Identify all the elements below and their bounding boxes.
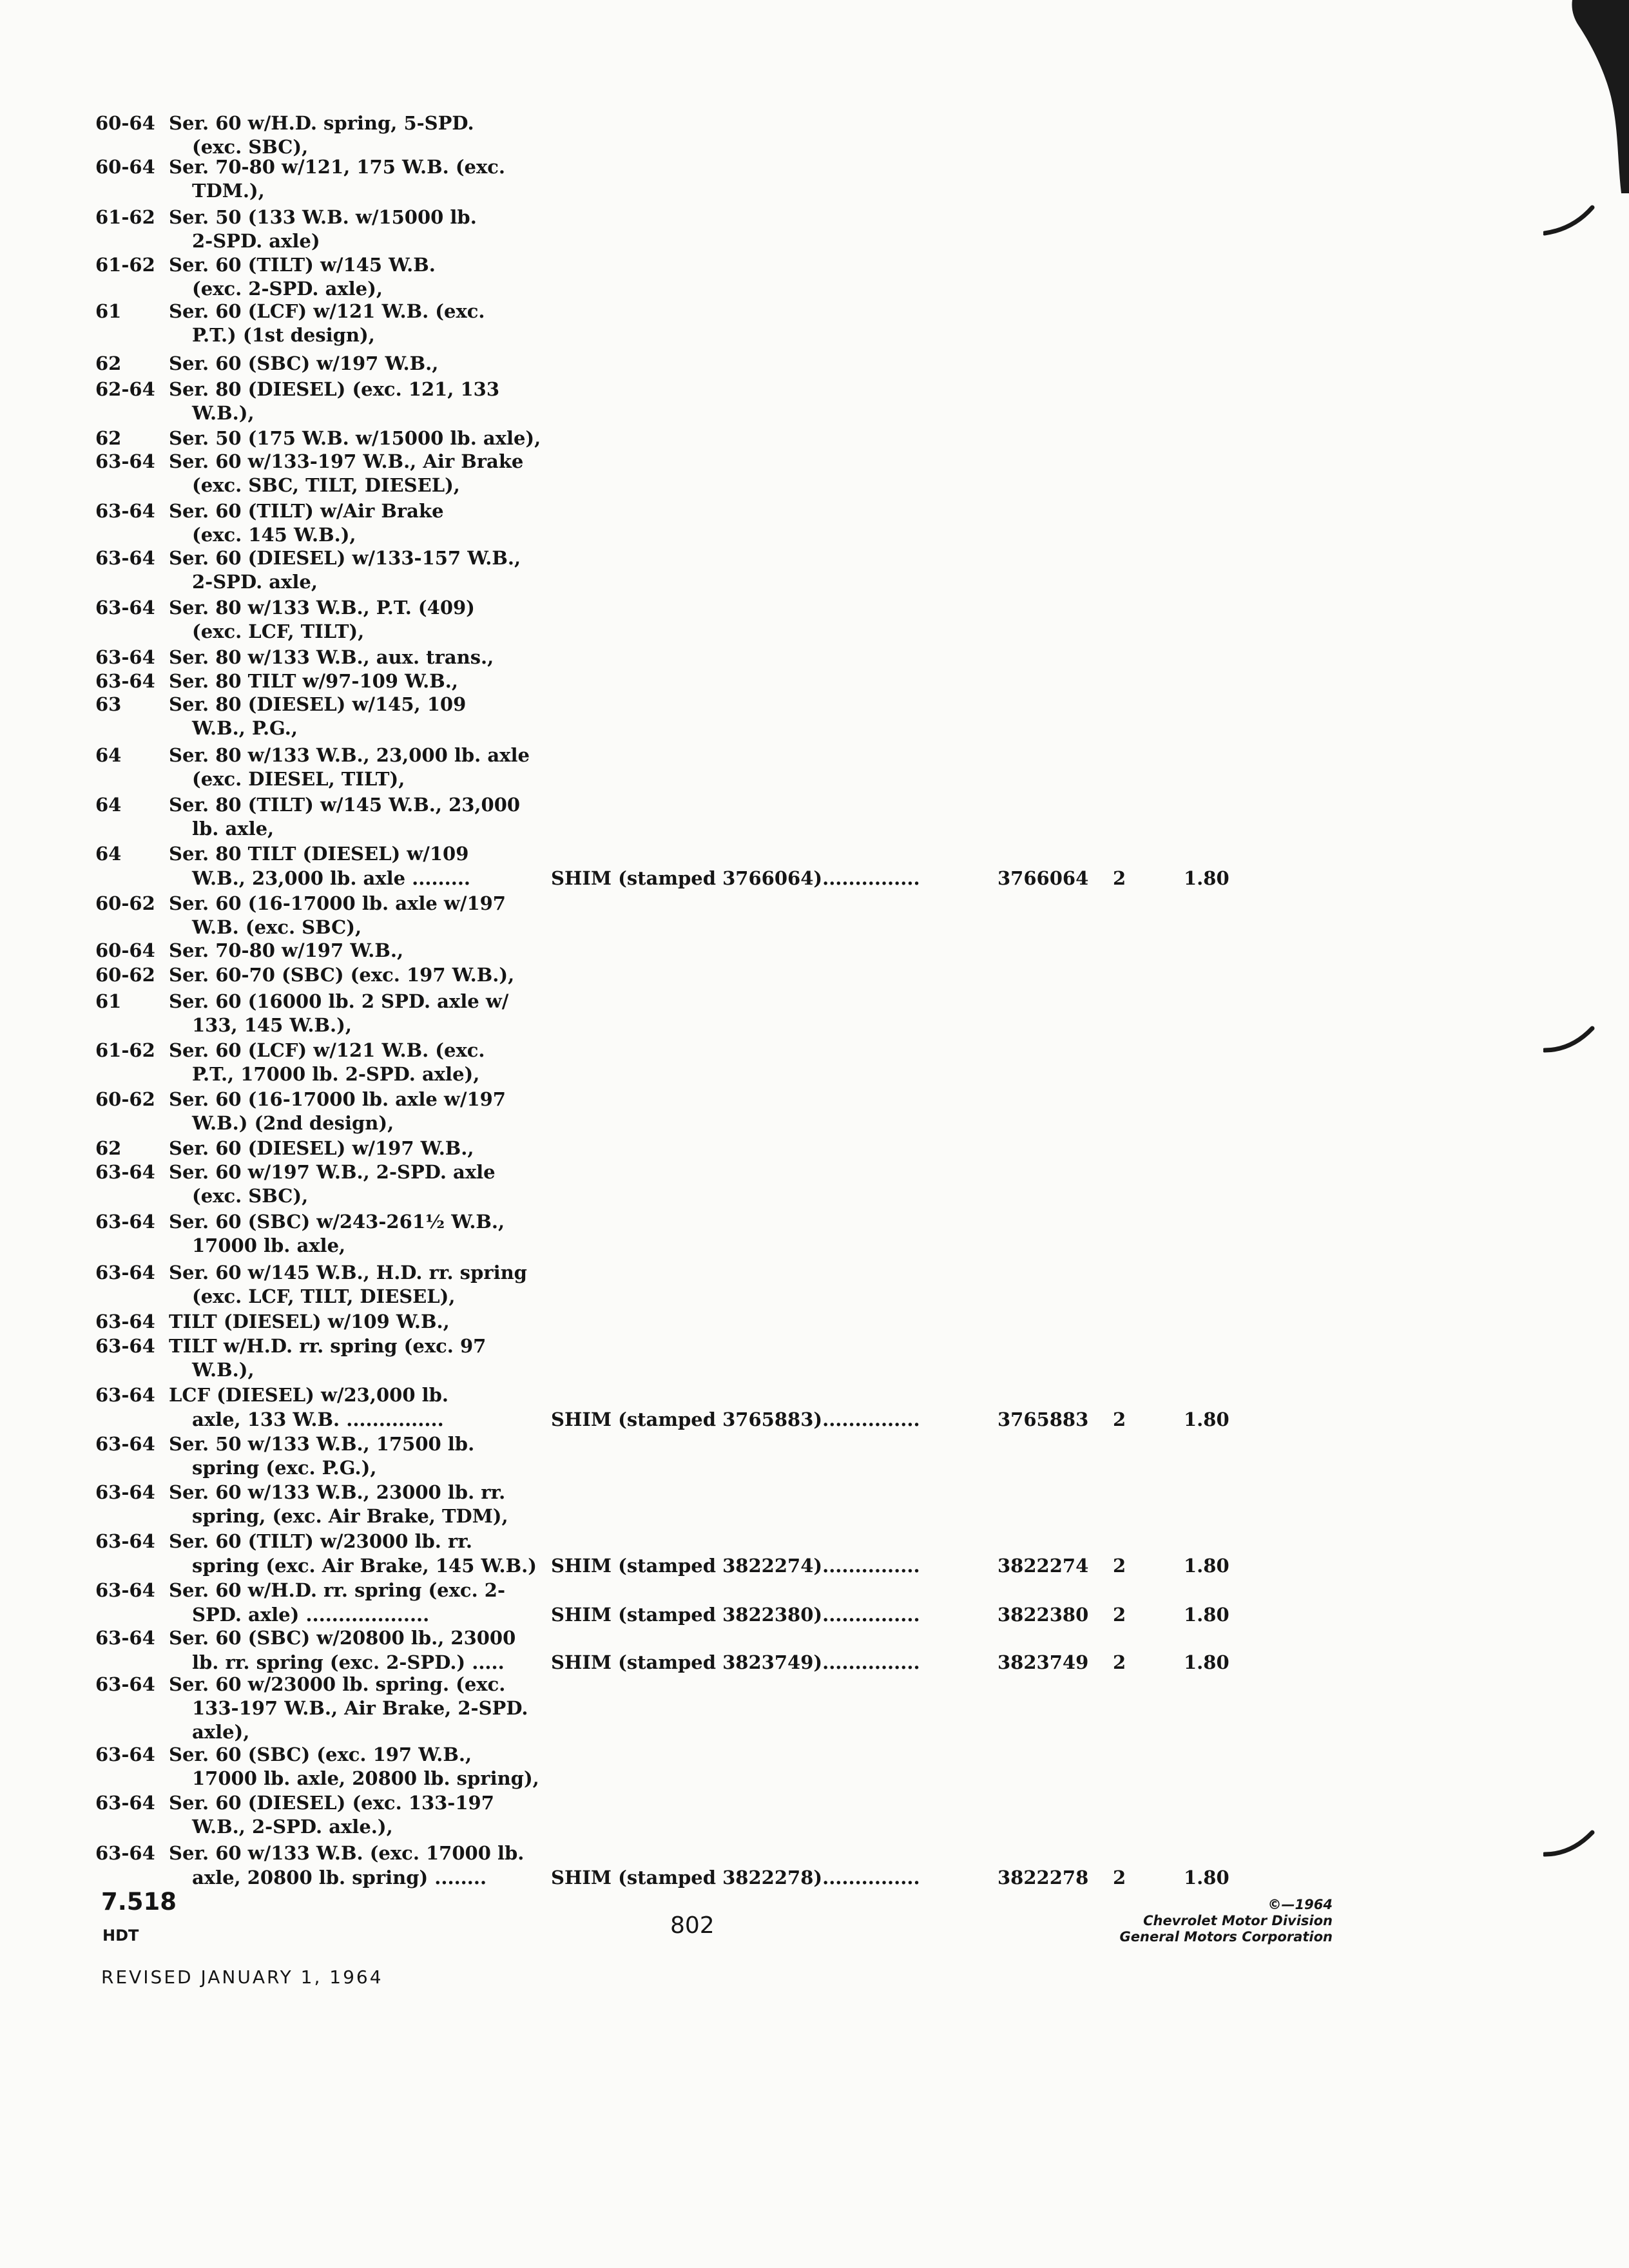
- description-line: Ser. 60 w/133 W.B. (exc. 17000 lb.: [169, 1842, 525, 1864]
- year-range: 62: [95, 352, 122, 374]
- year-range: 62-64: [95, 378, 155, 400]
- description-line: Ser. 80 TILT (DIESEL) w/109: [169, 843, 469, 865]
- description-line: SPD. axle) ...................: [192, 1604, 430, 1626]
- year-range: 63-64: [95, 450, 155, 472]
- year-range: 60-64: [95, 112, 155, 134]
- description-line: Ser. 80 (DIESEL) w/145, 109: [169, 693, 467, 715]
- year-range: 64: [95, 794, 122, 816]
- year-range: 63-64: [95, 1673, 155, 1695]
- quantity: 2: [1113, 1604, 1126, 1626]
- year-range: 63-64: [95, 1211, 155, 1233]
- description-line: Ser. 80 (TILT) w/145 W.B., 23,000: [169, 794, 521, 816]
- section-number: 7.518: [101, 1888, 177, 1916]
- description-line: axle),: [192, 1721, 250, 1743]
- year-range: 63-64: [95, 1311, 155, 1332]
- description-line: 2-SPD. axle): [192, 230, 320, 252]
- description-line: Ser. 60 (DIESEL) (exc. 133-197: [169, 1792, 494, 1814]
- year-range: 63-64: [95, 1579, 155, 1601]
- description-line: Ser. 60 (SBC) (exc. 197 W.B.,: [169, 1744, 472, 1765]
- year-range: 63-64: [95, 1792, 155, 1814]
- price: 1.80: [1184, 1408, 1229, 1430]
- description-line: (exc. 145 W.B.),: [192, 524, 356, 546]
- year-range: 61-62: [95, 254, 155, 276]
- description-line: W.B.) (2nd design),: [192, 1112, 394, 1134]
- year-range: 63-64: [95, 1627, 155, 1649]
- part-description: SHIM (stamped 3766064)...............: [551, 867, 920, 889]
- scan-smudge-top-right: [1559, 0, 1629, 193]
- part-description: SHIM (stamped 3823749)...............: [551, 1651, 920, 1673]
- description-line: TDM.),: [192, 180, 265, 202]
- year-range: 63-64: [95, 646, 155, 668]
- part-description: SHIM (stamped 3822274)...............: [551, 1555, 920, 1577]
- description-line: Ser. 60 w/197 W.B., 2-SPD. axle: [169, 1161, 496, 1183]
- description-line: Ser. 50 (175 W.B. w/15000 lb. axle),: [169, 427, 541, 449]
- description-line: 133, 145 W.B.),: [192, 1014, 352, 1036]
- description-line: (exc. LCF, TILT, DIESEL),: [192, 1285, 456, 1307]
- year-range: 60-62: [95, 1088, 155, 1110]
- description-line: (exc. SBC),: [192, 1185, 309, 1207]
- copyright-notice: [1120, 1897, 1333, 1945]
- part-number: 3822380: [998, 1604, 1089, 1626]
- description-line: spring, (exc. Air Brake, TDM),: [192, 1505, 508, 1527]
- description-line: Ser. 50 (133 W.B. w/15000 lb.: [169, 206, 477, 228]
- description-line: (exc. 2-SPD. axle),: [192, 278, 383, 300]
- description-line: W.B., P.G.,: [192, 717, 298, 739]
- copyright-line: General Motors Corporation: [1119, 1929, 1333, 1945]
- year-range: 63-64: [95, 1842, 155, 1864]
- description-line: TILT w/H.D. rr. spring (exc. 97: [169, 1335, 487, 1357]
- description-line: (exc. DIESEL, TILT),: [192, 768, 405, 790]
- year-range: 63-64: [95, 1384, 155, 1406]
- quantity: 2: [1113, 1867, 1126, 1888]
- description-line: TILT (DIESEL) w/109 W.B.,: [169, 1311, 450, 1332]
- description-line: axle, 133 W.B. ...............: [192, 1408, 444, 1430]
- year-range: 63-64: [95, 1433, 155, 1455]
- list-item: [0, 1841, 1629, 1927]
- year-range: 60-64: [95, 939, 155, 961]
- copyright-line: Chevrolet Motor Division: [1143, 1913, 1333, 1928]
- year-range: 63-64: [95, 1161, 155, 1183]
- description-line: Ser. 60 (SBC) w/20800 lb., 23000: [169, 1627, 516, 1649]
- section-code: HDT: [102, 1927, 139, 1945]
- page-number: 802: [670, 1912, 715, 1939]
- quantity: 2: [1113, 1555, 1126, 1577]
- year-range: 63-64: [95, 1335, 155, 1357]
- description-line: Ser. 60 w/145 W.B., H.D. rr. spring: [169, 1262, 527, 1283]
- price: 1.80: [1184, 867, 1229, 889]
- description-line: Ser. 80 TILT w/97-109 W.B.,: [169, 670, 458, 692]
- quantity: 2: [1113, 867, 1126, 889]
- year-range: 64: [95, 843, 122, 865]
- description-line: W.B.),: [192, 402, 255, 424]
- description-line: W.B., 23,000 lb. axle .........: [192, 867, 471, 889]
- description-line: W.B.),: [192, 1359, 255, 1381]
- description-line: lb. axle,: [192, 818, 275, 840]
- scan-mark: [1543, 1024, 1595, 1057]
- year-range: 63: [95, 693, 122, 715]
- description-line: P.T.) (1st design),: [192, 324, 375, 346]
- part-number: 3766064: [998, 867, 1089, 889]
- description-line: Ser. 60 (DIESEL) w/133-157 W.B.,: [169, 547, 521, 569]
- description-line: Ser. 60 (TILT) w/Air Brake: [169, 500, 444, 522]
- year-range: 63-64: [95, 597, 155, 619]
- description-line: Ser. 60 w/133 W.B., 23000 lb. rr.: [169, 1481, 506, 1503]
- scan-mark: [1543, 1829, 1595, 1861]
- description-line: Ser. 60 (LCF) w/121 W.B. (exc.: [169, 1039, 485, 1061]
- description-line: 2-SPD. axle,: [192, 571, 318, 593]
- year-range: 62: [95, 427, 122, 449]
- description-line: (exc. SBC),: [192, 136, 309, 158]
- description-line: Ser. 80 (DIESEL) (exc. 121, 133: [169, 378, 500, 400]
- quantity: 2: [1113, 1408, 1126, 1430]
- scan-mark: [1543, 205, 1595, 237]
- year-range: 60-62: [95, 892, 155, 914]
- description-line: P.T., 17000 lb. 2-SPD. axle),: [192, 1063, 480, 1085]
- description-line: Ser. 80 w/133 W.B., aux. trans.,: [169, 646, 494, 668]
- year-range: 61-62: [95, 206, 155, 228]
- price: 1.80: [1184, 1867, 1229, 1888]
- part-description: SHIM (stamped 3822380)...............: [551, 1604, 920, 1626]
- description-line: Ser. 80 w/133 W.B., 23,000 lb. axle: [169, 744, 530, 766]
- description-line: Ser. 60 (TILT) w/23000 lb. rr.: [169, 1530, 472, 1552]
- description-line: Ser. 60 (SBC) w/197 W.B.,: [169, 352, 439, 374]
- part-description: SHIM (stamped 3822278)...............: [551, 1867, 920, 1888]
- year-range: 63-64: [95, 670, 155, 692]
- part-number: 3765883: [998, 1408, 1089, 1430]
- year-range: 60-64: [95, 156, 155, 178]
- description-line: Ser. 80 w/133 W.B., P.T. (409): [169, 597, 475, 619]
- description-line: Ser. 60 w/H.D. rr. spring (exc. 2-: [169, 1579, 505, 1601]
- description-line: Ser. 60 w/23000 lb. spring. (exc.: [169, 1673, 506, 1695]
- part-number: 3822278: [998, 1867, 1089, 1888]
- year-range: 61-62: [95, 1039, 155, 1061]
- description-line: lb. rr. spring (exc. 2-SPD.) .....: [192, 1651, 505, 1673]
- description-line: Ser. 60 w/133-197 W.B., Air Brake: [169, 450, 524, 472]
- description-line: Ser. 60-70 (SBC) (exc. 197 W.B.),: [169, 964, 515, 986]
- price: 1.80: [1184, 1651, 1229, 1673]
- description-line: (exc. LCF, TILT),: [192, 620, 365, 642]
- year-range: 63-64: [95, 1744, 155, 1765]
- description-line: Ser. 60 (TILT) w/145 W.B.: [169, 254, 436, 276]
- description-line: Ser. 70-80 w/197 W.B.,: [169, 939, 404, 961]
- description-line: Ser. 60 (16000 lb. 2 SPD. axle w/: [169, 990, 509, 1012]
- year-range: 61: [95, 300, 122, 322]
- description-line: 133-197 W.B., Air Brake, 2-SPD.: [192, 1697, 528, 1719]
- description-line: 17000 lb. axle, 20800 lb. spring),: [192, 1767, 539, 1789]
- year-range: 63-64: [95, 1481, 155, 1503]
- part-number: 3823749: [998, 1651, 1089, 1673]
- year-range: 63-64: [95, 1262, 155, 1283]
- price: 1.80: [1184, 1604, 1229, 1626]
- quantity: 2: [1113, 1651, 1126, 1673]
- description-line: Ser. 60 w/H.D. spring, 5-SPD.: [169, 112, 474, 134]
- description-line: Ser. 60 (16-17000 lb. axle w/197: [169, 892, 506, 914]
- year-range: 64: [95, 744, 122, 766]
- description-line: spring (exc. P.G.),: [192, 1457, 377, 1479]
- year-range: 60-62: [95, 964, 155, 986]
- year-range: 63-64: [95, 547, 155, 569]
- description-line: W.B. (exc. SBC),: [192, 916, 362, 938]
- description-line: (exc. SBC, TILT, DIESEL),: [192, 474, 460, 496]
- part-number: 3822274: [998, 1555, 1089, 1577]
- description-line: Ser. 50 w/133 W.B., 17500 lb.: [169, 1433, 475, 1455]
- description-line: axle, 20800 lb. spring) ........: [192, 1867, 487, 1888]
- year-range: 61: [95, 990, 122, 1012]
- year-range: 63-64: [95, 500, 155, 522]
- description-line: Ser. 60 (DIESEL) w/197 W.B.,: [169, 1137, 474, 1159]
- description-line: Ser. 60 (16-17000 lb. axle w/197: [169, 1088, 506, 1110]
- part-description: SHIM (stamped 3765883)...............: [551, 1408, 920, 1430]
- description-line: W.B., 2-SPD. axle.),: [192, 1816, 393, 1838]
- year-range: 62: [95, 1137, 122, 1159]
- description-line: Ser. 70-80 w/121, 175 W.B. (exc.: [169, 156, 506, 178]
- copyright-line: ©—1964: [1268, 1897, 1333, 1912]
- description-line: Ser. 60 (LCF) w/121 W.B. (exc.: [169, 300, 485, 322]
- description-line: LCF (DIESEL) w/23,000 lb.: [169, 1384, 448, 1406]
- revision-date: REVISED JANUARY 1, 1964: [101, 1966, 383, 1988]
- description-line: 17000 lb. axle,: [192, 1235, 346, 1256]
- price: 1.80: [1184, 1555, 1229, 1577]
- year-range: 63-64: [95, 1530, 155, 1552]
- description-line: Ser. 60 (SBC) w/243-261½ W.B.,: [169, 1211, 505, 1233]
- description-line: spring (exc. Air Brake, 145 W.B.): [192, 1555, 537, 1577]
